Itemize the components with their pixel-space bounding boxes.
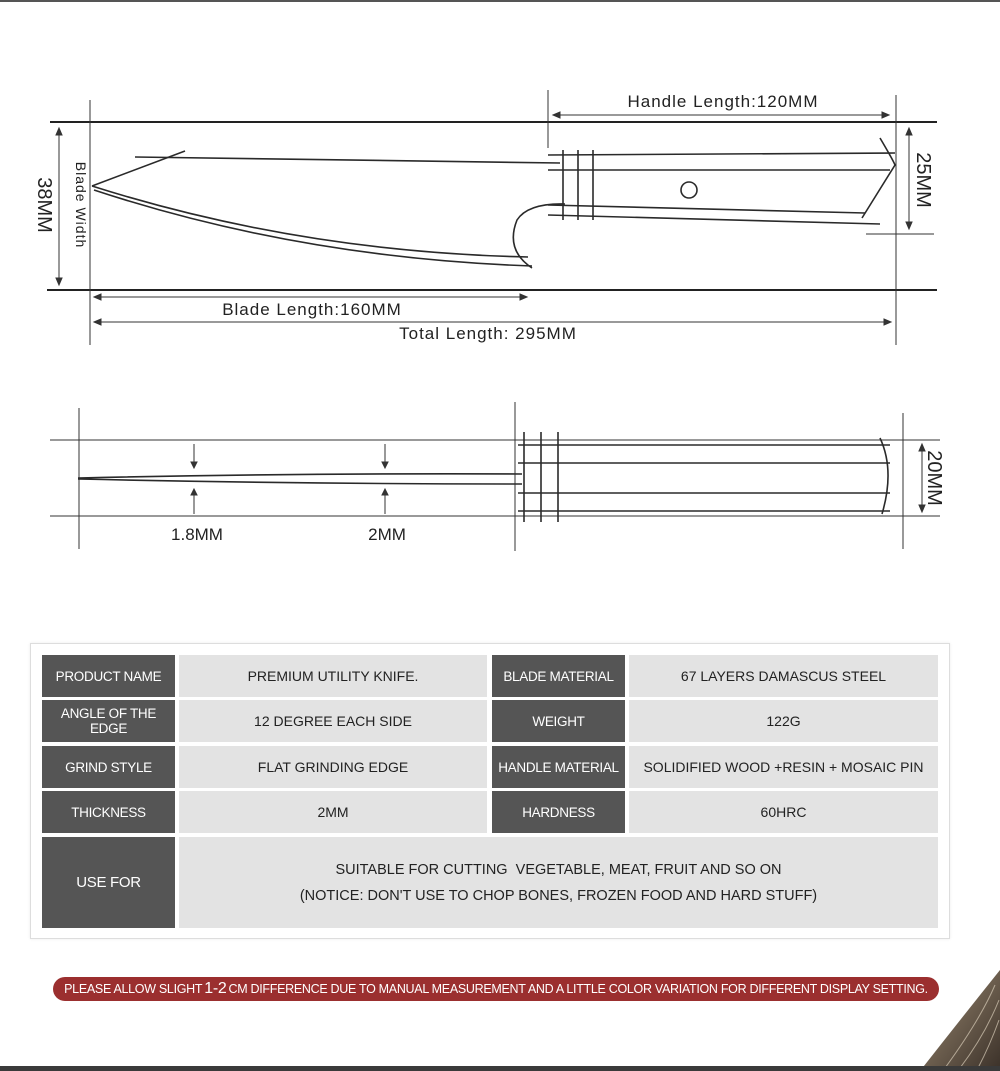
grind-label: GRIND STYLE	[42, 746, 175, 788]
handle-butt	[862, 138, 895, 218]
blade-heel	[513, 204, 565, 268]
grind-value: FLAT GRINDING EDGE	[179, 746, 487, 788]
thickness-spine-text: 2MM	[368, 525, 406, 544]
side-spine-top	[78, 474, 522, 478]
knife-top-view-diagram	[0, 80, 1000, 360]
handle-top-outer	[548, 153, 895, 155]
bottom-border	[0, 1066, 1000, 1071]
use-for-label: USE FOR	[42, 837, 175, 928]
hardness-value: 60HRC	[629, 791, 938, 833]
knife-side-view-diagram	[0, 395, 1000, 560]
handle-material-value: SOLIDIFIED WOOD +RESIN + MOSAIC PIN	[629, 746, 938, 788]
handle-thickness-text: 20MM	[923, 450, 945, 506]
use-for-line-1: SUITABLE FOR CUTTING VEGETABLE, MEAT, FRUIT AND SO ON	[335, 861, 782, 878]
weight-value: 122G	[629, 700, 938, 742]
handle-pin-icon	[681, 182, 697, 198]
thickness-tip-text: 1.8MM	[171, 525, 223, 544]
handle-bottom-outer	[548, 215, 880, 224]
thickness-value: 2MM	[179, 791, 487, 833]
hardness-label: HARDNESS	[492, 791, 625, 833]
total-length-text: Total Length: 295MM	[399, 324, 577, 343]
handle-bottom-inner	[548, 205, 865, 213]
blade-material-value: 67 LAYERS DAMASCUS STEEL	[629, 655, 938, 697]
handle-length-text: Handle Length:120MM	[627, 92, 819, 111]
angle-label: ANGLE OF THE EDGE	[42, 700, 175, 742]
handle-width-text: 25MM	[912, 152, 934, 208]
angle-value: 12 DEGREE EACH SIDE	[179, 700, 487, 742]
use-for-value	[179, 837, 938, 928]
measurement-notice-banner	[53, 977, 939, 1001]
side-spine-bottom	[78, 479, 522, 484]
knife-side-outline	[78, 432, 890, 522]
product-name-value: PREMIUM UTILITY KNIFE.	[179, 655, 487, 697]
blade-material-label: BLADE MATERIAL	[492, 655, 625, 697]
blade-edge-outer	[92, 186, 528, 257]
notice-text-before: PLEASE ALLOW SLIGHT	[64, 982, 203, 996]
blade-length-text: Blade Length:160MM	[222, 300, 402, 319]
blade-spine	[135, 157, 560, 163]
use-for-line-2: (NOTICE: DON'T USE TO CHOP BONES, FROZEN FOOD AND HARD STUFF)	[299, 887, 818, 904]
blade-width-label: Blade Width	[73, 161, 89, 249]
product-name-label: PRODUCT NAME	[42, 655, 175, 697]
weight-label: WEIGHT	[492, 700, 625, 742]
knife-outline	[92, 138, 895, 268]
top-border	[0, 0, 1000, 2]
notice-text-after: CM DIFFERENCE DUE TO MANUAL MEASUREMENT AND A LITTLE COLOR VARIATION FOR DIFFERENT DISPLAY SETTING.	[228, 982, 928, 996]
damascus-blade-corner-image	[900, 960, 1000, 1071]
handle-material-label: HANDLE MATERIAL	[492, 746, 625, 788]
blade-width-value: 38MM	[33, 177, 55, 233]
thickness-label: THICKNESS	[42, 791, 175, 833]
spec-table	[30, 643, 950, 939]
notice-range: 1-2	[204, 980, 227, 997]
